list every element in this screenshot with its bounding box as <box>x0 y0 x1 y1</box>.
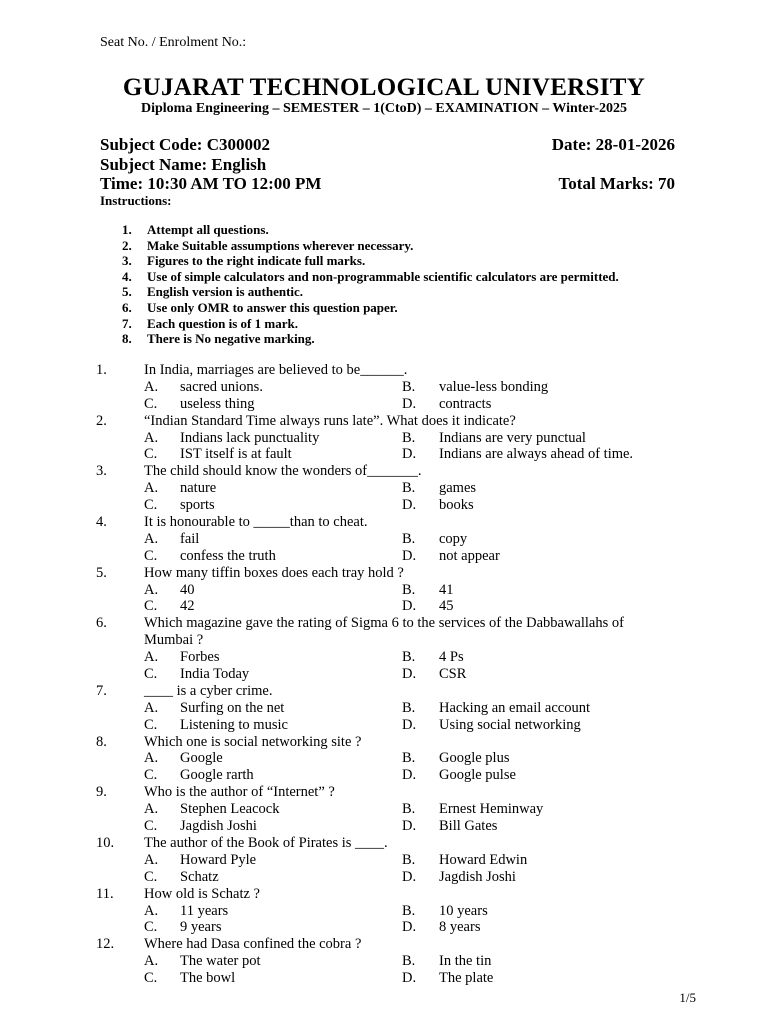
question-text: The author of the Book of Pirates is ____. <box>144 834 388 851</box>
option-text: contracts <box>439 395 492 412</box>
instruction-item <box>122 238 619 254</box>
page-number: 1/5 <box>679 990 696 1005</box>
option-letter: A. <box>144 378 159 395</box>
instruction-number: 3. <box>122 253 132 269</box>
instruction-item <box>122 300 619 316</box>
option-text: Bill Gates <box>439 818 498 835</box>
option-letter: C. <box>144 497 158 514</box>
question-number: 5. <box>96 564 107 581</box>
question-number: 4. <box>96 514 107 531</box>
option-letter: B. <box>402 649 416 666</box>
question-item <box>96 413 696 464</box>
option-text: Google pulse <box>439 767 516 784</box>
option-letter: A. <box>144 699 159 716</box>
exam-time: Time: 10:30 AM TO 12:00 PM <box>100 174 322 193</box>
question-row <box>96 565 696 582</box>
option-text: IST itself is at fault <box>180 446 292 463</box>
options-row <box>96 446 696 463</box>
question-item <box>96 683 696 734</box>
options-row <box>96 919 696 936</box>
instruction-number: 5. <box>122 284 132 300</box>
question-text: ____ is a cyber crime. <box>144 682 273 699</box>
option-text: fail <box>180 530 200 547</box>
option-letter: B. <box>402 480 416 497</box>
option-letter: A. <box>144 750 159 767</box>
option-letter: C. <box>144 970 158 987</box>
option-letter: D. <box>402 446 417 463</box>
instruction-text: English version is authentic. <box>147 284 304 300</box>
instruction-item <box>122 253 619 269</box>
options-row <box>96 649 696 666</box>
option-text: 9 years <box>180 919 222 936</box>
seat-number-label: Seat No. / Enrolment No.: <box>100 35 247 50</box>
option-letter: A. <box>144 581 159 598</box>
options-row <box>96 480 696 497</box>
option-text: Listening to music <box>180 716 288 733</box>
question-text: How old is Schatz ? <box>144 885 260 902</box>
question-row <box>96 835 696 852</box>
option-text: Jagdish Joshi <box>439 868 516 885</box>
question-item <box>96 362 696 413</box>
question-text: Where had Dasa confined the cobra ? <box>144 936 362 953</box>
option-text: CSR <box>439 666 467 683</box>
options-row <box>96 818 696 835</box>
option-text: confess the truth <box>180 547 276 564</box>
instruction-number: 4. <box>122 268 132 284</box>
question-number: 6. <box>96 615 107 632</box>
option-letter: D. <box>402 868 417 885</box>
option-letter: A. <box>144 429 159 446</box>
option-letter: A. <box>144 801 159 818</box>
option-letter: B. <box>402 530 416 547</box>
instruction-number: 2. <box>122 237 132 253</box>
instruction-number: 1. <box>122 222 132 237</box>
options-row <box>96 852 696 869</box>
question-row <box>96 463 696 480</box>
question-item <box>96 514 696 565</box>
option-text: 11 years <box>180 902 229 919</box>
options-row <box>96 869 696 886</box>
option-letter: B. <box>402 429 416 446</box>
options-row <box>96 379 696 396</box>
option-text: Howard Edwin <box>439 851 528 868</box>
question-number: 11. <box>96 885 114 902</box>
options-row <box>96 717 696 734</box>
question-row <box>96 886 696 903</box>
option-text: Stephen Leacock <box>180 801 280 818</box>
option-text: sacred unions. <box>180 378 263 395</box>
option-text: useless thing <box>180 395 255 412</box>
options-row <box>96 801 696 818</box>
total-marks: Total Marks: 70 <box>558 174 675 193</box>
option-text: games <box>439 480 477 497</box>
question-item <box>96 784 696 835</box>
instruction-item <box>122 222 619 238</box>
instructions-heading: Instructions: <box>100 193 172 208</box>
option-text: 10 years <box>439 902 488 919</box>
options-row <box>96 531 696 548</box>
option-text: Google plus <box>439 750 510 767</box>
option-letter: C. <box>144 868 158 885</box>
question-text: “Indian Standard Time always runs late”. What does it indicate? <box>144 412 516 429</box>
question-item <box>96 565 696 616</box>
option-letter: A. <box>144 649 159 666</box>
option-letter: B. <box>402 953 416 970</box>
option-text: Hacking an email account <box>439 699 590 716</box>
question-number: 9. <box>96 784 107 801</box>
options-row <box>96 970 696 987</box>
option-text: India Today <box>180 666 250 683</box>
question-number: 2. <box>96 412 107 429</box>
questions-list <box>96 362 696 987</box>
option-letter: C. <box>144 818 158 835</box>
option-letter: D. <box>402 767 417 784</box>
option-text: Google <box>180 750 223 767</box>
option-text: 8 years <box>439 919 481 936</box>
option-letter: C. <box>144 446 158 463</box>
option-letter: D. <box>402 497 417 514</box>
option-letter: B. <box>402 750 416 767</box>
question-text: It is honourable to _____than to cheat. <box>144 514 368 531</box>
question-row <box>96 632 696 649</box>
question-number: 8. <box>96 733 107 750</box>
university-title: GUJARAT TECHNOLOGICAL UNIVERSITY <box>122 74 646 101</box>
instructions-list <box>122 222 619 347</box>
options-row <box>96 582 696 599</box>
options-row <box>96 700 696 717</box>
option-letter: A. <box>144 530 159 547</box>
question-row <box>96 683 696 700</box>
option-text: 4 Ps <box>439 649 464 666</box>
option-letter: B. <box>402 378 416 395</box>
option-text: Google rarth <box>180 767 254 784</box>
question-row <box>96 936 696 953</box>
option-text: 45 <box>439 598 454 615</box>
options-row <box>96 548 696 565</box>
option-letter: C. <box>144 919 158 936</box>
question-item <box>96 615 696 683</box>
option-letter: D. <box>402 395 417 412</box>
options-row <box>96 903 696 920</box>
option-letter: A. <box>144 851 159 868</box>
options-row <box>96 430 696 447</box>
option-letter: C. <box>144 547 158 564</box>
option-letter: C. <box>144 598 158 615</box>
option-letter: C. <box>144 716 158 733</box>
option-letter: B. <box>402 851 416 868</box>
option-letter: D. <box>402 818 417 835</box>
question-text: In India, marriages are believed to be______. <box>144 362 408 378</box>
option-letter: C. <box>144 767 158 784</box>
question-row <box>96 615 696 632</box>
instruction-text: Use only OMR to answer this question paper. <box>147 299 398 315</box>
option-text: Using social networking <box>439 716 581 733</box>
option-text: value-less bonding <box>439 378 549 395</box>
option-letter: D. <box>402 598 417 615</box>
options-row <box>96 598 696 615</box>
question-row <box>96 784 696 801</box>
option-text: 40 <box>180 581 195 598</box>
instruction-number: 8. <box>122 331 132 347</box>
option-letter: B. <box>402 902 416 919</box>
option-text: not appear <box>439 547 500 564</box>
instruction-item <box>122 269 619 285</box>
option-text: Indians are always ahead of time. <box>439 446 634 463</box>
question-number: 3. <box>96 463 107 480</box>
option-letter: D. <box>402 919 417 936</box>
option-letter: D. <box>402 547 417 564</box>
exam-subtitle: Diploma Engineering – SEMESTER – 1(CtoD) – EXAMINATION – Winter-2025 <box>140 101 627 116</box>
instruction-item <box>122 331 619 347</box>
question-item <box>96 463 696 514</box>
option-text: Ernest Heminway <box>439 801 544 818</box>
instruction-text: Attempt all questions. <box>147 222 269 237</box>
exam-date: Date: 28-01-2026 <box>551 135 675 154</box>
instruction-text: Use of simple calculators and non-programmable scientific calculators are permitted. <box>147 268 619 284</box>
question-text: How many tiffin boxes does each tray hold ? <box>144 564 404 581</box>
question-row <box>96 514 696 531</box>
options-row <box>96 497 696 514</box>
question-text: Which one is social networking site ? <box>144 733 362 750</box>
option-text: Jagdish Joshi <box>180 818 257 835</box>
option-letter: C. <box>144 666 158 683</box>
instruction-number: 7. <box>122 315 132 331</box>
instruction-number: 6. <box>122 299 132 315</box>
subject-code: Subject Code: C300002 <box>100 135 270 154</box>
option-text: books <box>439 497 474 514</box>
options-row <box>96 750 696 767</box>
option-letter: A. <box>144 902 159 919</box>
option-letter: B. <box>402 699 416 716</box>
option-text: In the tin <box>439 953 492 970</box>
option-text: Surfing on the net <box>180 699 285 716</box>
question-text: Mumbai ? <box>144 632 204 649</box>
options-row <box>96 666 696 683</box>
question-number: 1. <box>96 362 107 378</box>
option-letter: B. <box>402 581 416 598</box>
question-item <box>96 734 696 785</box>
question-item <box>96 936 696 987</box>
option-text: Indians are very punctual <box>439 429 586 446</box>
question-text: Which magazine gave the rating of Sigma 6 to the services of the Dabbawallahs of <box>144 615 624 632</box>
instruction-item <box>122 284 619 300</box>
question-item <box>96 835 696 886</box>
options-row <box>96 767 696 784</box>
instruction-text: Each question is of 1 mark. <box>147 315 298 331</box>
question-text: The child should know the wonders of_______. <box>144 463 422 480</box>
instruction-text: Figures to the right indicate full marks. <box>147 253 366 269</box>
option-letter: A. <box>144 953 159 970</box>
option-letter: D. <box>402 970 417 987</box>
option-text: sports <box>180 497 215 514</box>
option-text: Indians lack punctuality <box>180 429 320 446</box>
instruction-text: Make Suitable assumptions wherever necessary. <box>147 237 414 253</box>
instruction-item <box>122 316 619 332</box>
option-letter: A. <box>144 480 159 497</box>
option-letter: B. <box>402 801 416 818</box>
question-row <box>96 734 696 751</box>
option-text: The bowl <box>180 970 236 987</box>
option-text: copy <box>439 530 468 547</box>
question-row <box>96 362 696 379</box>
option-text: The plate <box>439 970 494 987</box>
option-text: 42 <box>180 598 195 615</box>
question-row <box>96 413 696 430</box>
subject-name: Subject Name: English <box>100 155 267 174</box>
question-number: 12. <box>96 936 115 953</box>
option-letter: D. <box>402 666 417 683</box>
option-text: nature <box>180 480 217 497</box>
option-text: Forbes <box>180 649 220 666</box>
options-row <box>96 396 696 413</box>
options-row <box>96 953 696 970</box>
option-letter: D. <box>402 716 417 733</box>
option-text: Schatz <box>180 868 219 885</box>
option-text: The water pot <box>180 953 261 970</box>
instruction-text: There is No negative marking. <box>147 331 315 347</box>
question-number: 7. <box>96 682 107 699</box>
option-text: 41 <box>439 581 454 598</box>
question-item <box>96 886 696 937</box>
question-number: 10. <box>96 834 115 851</box>
option-text: Howard Pyle <box>180 851 257 868</box>
question-text: Who is the author of “Internet” ? <box>144 784 335 801</box>
option-letter: C. <box>144 395 158 412</box>
